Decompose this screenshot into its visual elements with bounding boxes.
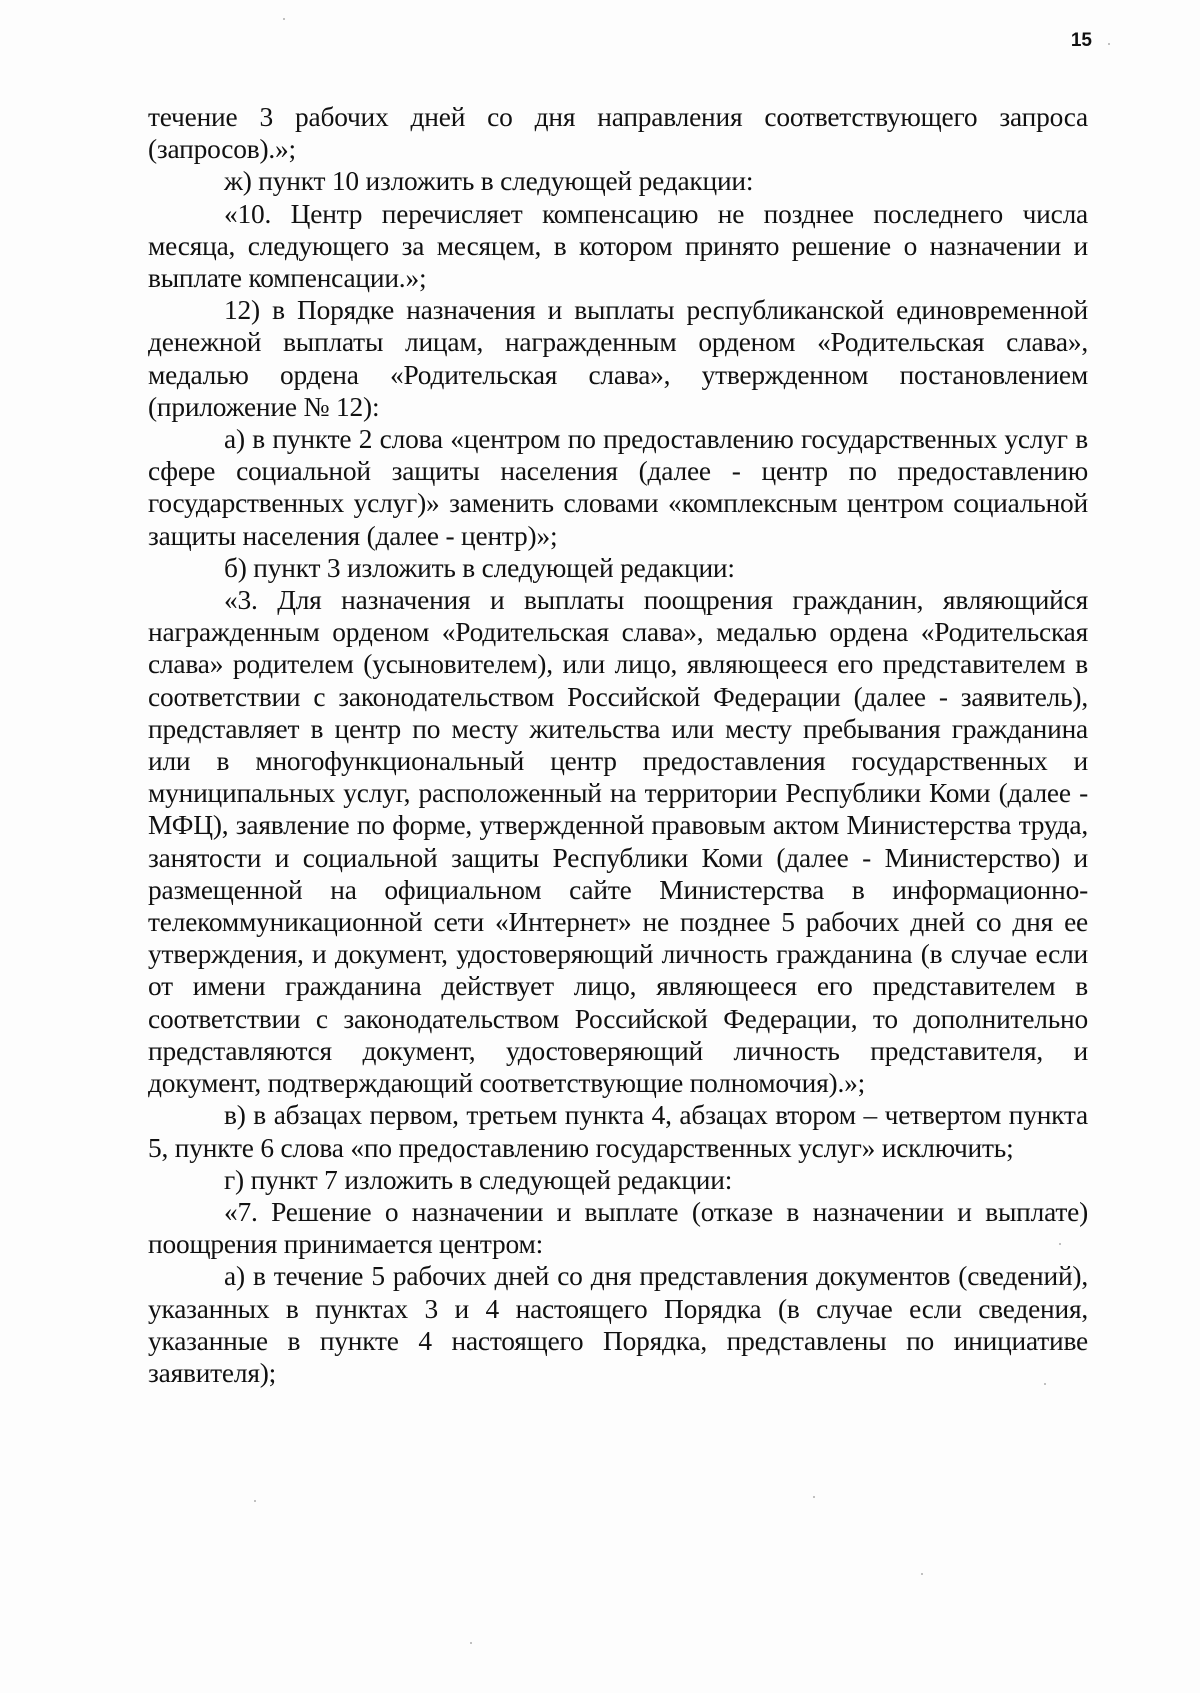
- scan-speck: [283, 18, 285, 20]
- page-number: 15: [1070, 30, 1092, 51]
- scan-speck: [1059, 1243, 1061, 1245]
- scan-speck: [254, 1500, 256, 1502]
- scan-speck: [1044, 1383, 1046, 1385]
- paragraph-item-b: б) пункт 3 изложить в следующей редакции:: [224, 552, 735, 583]
- paragraph-clause-3: «3. Для назначения и выплаты поощрения гражданин, являющийся награжденным орденом «Родительская слава», медалью ордена «Родительская слава» родителем (усыновителем), или лицо, являющееся его представителем в соответствии с законодательством Российской Федерации (далее - заявитель), представляет в центр по месту жительства или месту пребывания гражданина или в многофункциональный центр предоставления государственных и муниципальных услуг, расположенный на территории Республики Коми (далее - МФЦ), заявление по форме, утвержденной правовым актом Министерства труда, занятости и социальной защиты Республики Коми (далее - Министерство) и размещенной на официальном сайте Министерства в информационно-телекоммуникационной сети «Интернет» не позднее 5 рабочих дней со дня ее утверждения, и документ, удостоверяющий личность гражданина (в случае если от имени гражданина действует лицо, являющееся его представителем в соответствии с законодательством Российской Федерации, то дополнительно представляются документ, удостоверяющий личность представителя, и документ, подтверждающий соответствующие полномочия).»;: [148, 585, 1088, 1099]
- scan-speck: [921, 1573, 923, 1575]
- paragraph-item-a: а) в пункте 2 слова «центром по предоставлению государственных услуг в сфере социальной защиты населения (далее - центр по предоставлению государственных услуг)» заменить словами «комплексным центром социальной защиты населения (далее - центр)»;: [148, 424, 1088, 551]
- paragraph-item-v: в) в абзацах первом, третьем пункта 4, абзацах втором – четвертом пункта 5, пункте 6 слова «по предоставлению государственных услуг» исключить;: [148, 1100, 1088, 1163]
- scan-speck: [813, 1496, 815, 1498]
- paragraph-clause-7: «7. Решение о назначении и выплате (отказе в назначении и выплате) поощрения принимается центром:: [148, 1196, 1088, 1260]
- paragraph-item-zh: ж) пункт 10 изложить в следующей редакции:: [224, 166, 754, 197]
- document-body: [148, 101, 1088, 1389]
- paragraph-clause-10: «10. Центр перечисляет компенсацию не позднее последнего числа месяца, следующего за месяцем, в котором принято решение о назначении и выплате компенсации.»;: [148, 198, 1088, 294]
- paragraph-item-12: 12) в Порядке назначения и выплаты республиканской единовременной денежной выплаты лицам, награжденным орденом «Родительская слава», медалью ордена «Родительская слава», утвержденном постановлением (приложение № 12):: [148, 295, 1088, 422]
- paragraph-continuation: течение 3 рабочих дней со дня направления соответствующего запроса (запросов).»;: [148, 102, 1088, 165]
- scan-speck: [470, 1642, 472, 1644]
- paragraph-item-g: г) пункт 7 изложить в следующей редакции:: [224, 1164, 733, 1195]
- scan-speck: [1108, 43, 1110, 45]
- paragraph-subitem-a: а) в течение 5 рабочих дней со дня представления документов (сведений), указанных в пунктах 3 и 4 настоящего Порядка (в случае если сведения, указанные в пункте 4 настоящего Порядка, представлены по инициативе заявителя);: [148, 1261, 1088, 1388]
